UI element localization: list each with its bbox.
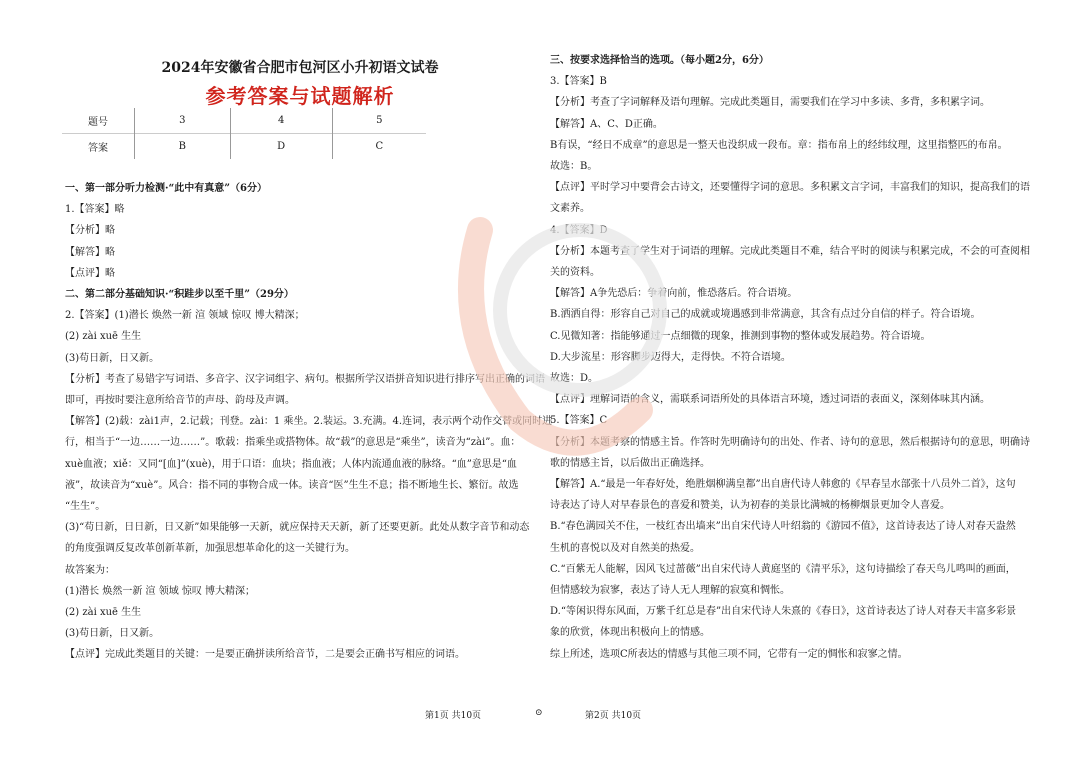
text-line: 【点评】完成此类题目的关键：一是要正确拼读所给音节，二是要会正确书写相应的词语。 [65, 649, 465, 661]
text-line: B.洒洒自得：形容自己对自己的成就或境遇感到非常满意，其含有点过分自信的样子。符合语境。 [550, 309, 981, 321]
text-line: 【解答】A、C、D正确。 [550, 118, 663, 130]
answer-table [62, 108, 426, 159]
exam-subtitle: 参考答案与试题解析 [205, 84, 395, 108]
text-line: D.“等闲识得东风面，万紫千红总是春”出自宋代诗人朱熹的《春日》，这首诗表达了诗人对春天丰富多彩景 [550, 606, 1017, 618]
text-line: “生生”。 [65, 501, 106, 512]
text-line: (3)苟日新，日又新。 [65, 352, 160, 364]
text-line: 4.【答案】D [550, 224, 608, 236]
text-line: 【点评】略 [65, 267, 115, 279]
text-line: 【解答】A争先恐后：争着向前，惟恐落后。符合语境。 [550, 288, 798, 300]
text-line: 【分析】本题考察的情感主旨。作答时先明确诗句的出处、作者、诗句的意思，然后根据诗句的意思，明确诗 [550, 436, 1030, 448]
text-line: 【解答】A.“最是一年春好处，绝胜烟柳满皇都”出自唐代诗人韩愈的《早春呈水部张十八员外二首》，这句 [550, 479, 1016, 490]
text-line: B有误，“经日不成章”的意思是一整天也没织成一段布。章：指布帛上的经纬纹理，这里指整匹的布帛。 [550, 139, 1008, 151]
answer-table-row [62, 134, 426, 160]
text-line: (3)苟日新，日又新。 [65, 628, 160, 640]
text-line: 2.【答案】(1)潜长 焕然一新 渲 领域 惊叹 博大精深； [65, 310, 305, 322]
text-line: B.“春色满园关不住，一枝红杏出墙来”出自宋代诗人叶绍翁的《游园不值》，这首诗表达了诗人对春天盎然 [550, 521, 1016, 533]
text-line: 故答案为： [65, 564, 115, 576]
text-line: 即可，再按时要注意所给音节的声母、韵母及声调。 [65, 395, 295, 406]
text-line: 5.【答案】C [550, 415, 608, 427]
text-line: 3.【答案】B [550, 76, 607, 88]
text-line: 行，相当于“一边……一边……”。歌载：指乘坐或搭物体。故“载”的意思是“乘坐”，读音为“zài”。血： [65, 437, 521, 449]
text-line: (2) zài xuē 生生 [65, 607, 142, 618]
text-line: 故选：B。 [550, 161, 598, 172]
table-cell: 3 [135, 108, 231, 134]
text-line: 【分析】本题考查了学生对于词语的理解。完成此类题目不难，结合平时的阅读与积累完成，不会的可查阅相 [550, 245, 1030, 257]
text-line: 【解答】略 [65, 246, 115, 258]
right-page [540, 0, 1080, 763]
text-line: 【点评】理解词语的含义，需联系词语所处的具体语言环境，透过词语的表面义，深刻体味其内涵。 [550, 394, 990, 406]
answer-table-header [62, 108, 426, 134]
text-line: 液”，故读音为“xuè”。风合：指不同的事物合成一体。读音“医”生生不息；指不断地生长、繁衍。故选 [65, 479, 519, 491]
text-line: xuè血液；xiě：又同“[血]”(xuè)，用于口语：血块；指血液；人体内流通血液的脉络。“血”意思是“血 [65, 458, 517, 470]
text-line: 关的资料。 [550, 267, 600, 278]
text-line: 歌的情感主旨，以后做出正确选择。 [550, 457, 710, 469]
table-cell: D [230, 134, 332, 160]
exam-title: 2024年安徽省合肥市包河区小升初语文试卷 [161, 60, 439, 76]
text-line: 【解答】(2)载：zài1声，2.记载；刊登。zài：1 乘坐。2.装运。3.充满。4.连词，表示两个动作交替或同时进 [65, 416, 553, 428]
text-line: 的角度强调反复改革创新革新，加强思想革命化的这一关键行为。 [65, 543, 355, 555]
text-line: 故选：D。 [550, 373, 599, 384]
text-line: 诗表达了诗人对早春景色的喜爱和赞美，认为初春的美景比满城的杨柳烟景更加令人喜爱。 [550, 500, 950, 512]
text-line: 文素养。 [550, 203, 590, 215]
table-cell: 4 [230, 108, 332, 134]
table-cell: 5 [332, 108, 426, 134]
text-line: 三、按要求选择恰当的选项。（每小题2分，6分） [550, 55, 769, 66]
text-line: 一、第一部分听力检测·“此中有真意”（6分） [65, 183, 267, 194]
text-line: (1)潜长 焕然一新 渲 领域 惊叹 博大精深； [65, 585, 256, 597]
text-line: 1.【答案】略 [65, 204, 125, 216]
text-line: 但情感较为寂寥，表达了诗人无人理解的寂寞和惆怅。 [550, 585, 790, 596]
text-line: D.大步流星：形容脚步迈得大，走得快。不符合语境。 [550, 351, 791, 363]
text-line: (3)“苟日新，日日新，日又新”如果能够一天新，就应保持天天新，新了还要更新。此处从数字音节和动态 [65, 522, 530, 534]
table-cell: 题号 [88, 117, 108, 128]
text-line: C.见微知著：指能够通过一点细微的现象，推测到事物的整体或发展趋势。符合语境。 [550, 330, 931, 342]
table-cell: C [332, 134, 426, 160]
center-mark: ⊙ [535, 708, 543, 718]
text-line: 象的欣赏，体现出积极向上的情感。 [550, 627, 710, 639]
text-line: 二、第二部分基础知识·“积跬步以至千里”（29分） [65, 289, 294, 300]
text-line: (2) zài xuē 生生 [65, 331, 142, 343]
table-cell: B [135, 134, 231, 160]
table-cell: 答案 [62, 134, 135, 160]
page-number: 第2页 共10页 [585, 711, 642, 721]
text-line: C.“百紫无人能解，因风飞过蔷薇”出自宋代诗人黄庭坚的《清平乐》，这句诗描绘了春天鸟儿鸣叫的画面， [550, 563, 1016, 575]
text-line: 生机的喜悦以及对自然美的热爱。 [550, 542, 700, 554]
page-number: 第1页 共10页 [425, 711, 482, 721]
text-line: 【分析】略 [65, 225, 115, 237]
text-line: 【点评】平时学习中要背会古诗文，还要懂得字词的意思。多积累文言字词，丰富我们的知识，提高我们的语 [550, 182, 1030, 194]
text-line: 【分析】考查了字词解释及语句理解。完成此类题目，需要我们在学习中多读、多背，多积累字词。 [550, 97, 990, 109]
text-line: 综上所述，选项C所表达的情感与其他三项不同，它带有一定的惆怅和寂寥之情。 [550, 648, 908, 660]
text-line: 【分析】考查了易错字写词语、多音字、汉字词组字、病句。根据所学汉语拼音知识进行排序写出正确的词语 [65, 373, 545, 385]
